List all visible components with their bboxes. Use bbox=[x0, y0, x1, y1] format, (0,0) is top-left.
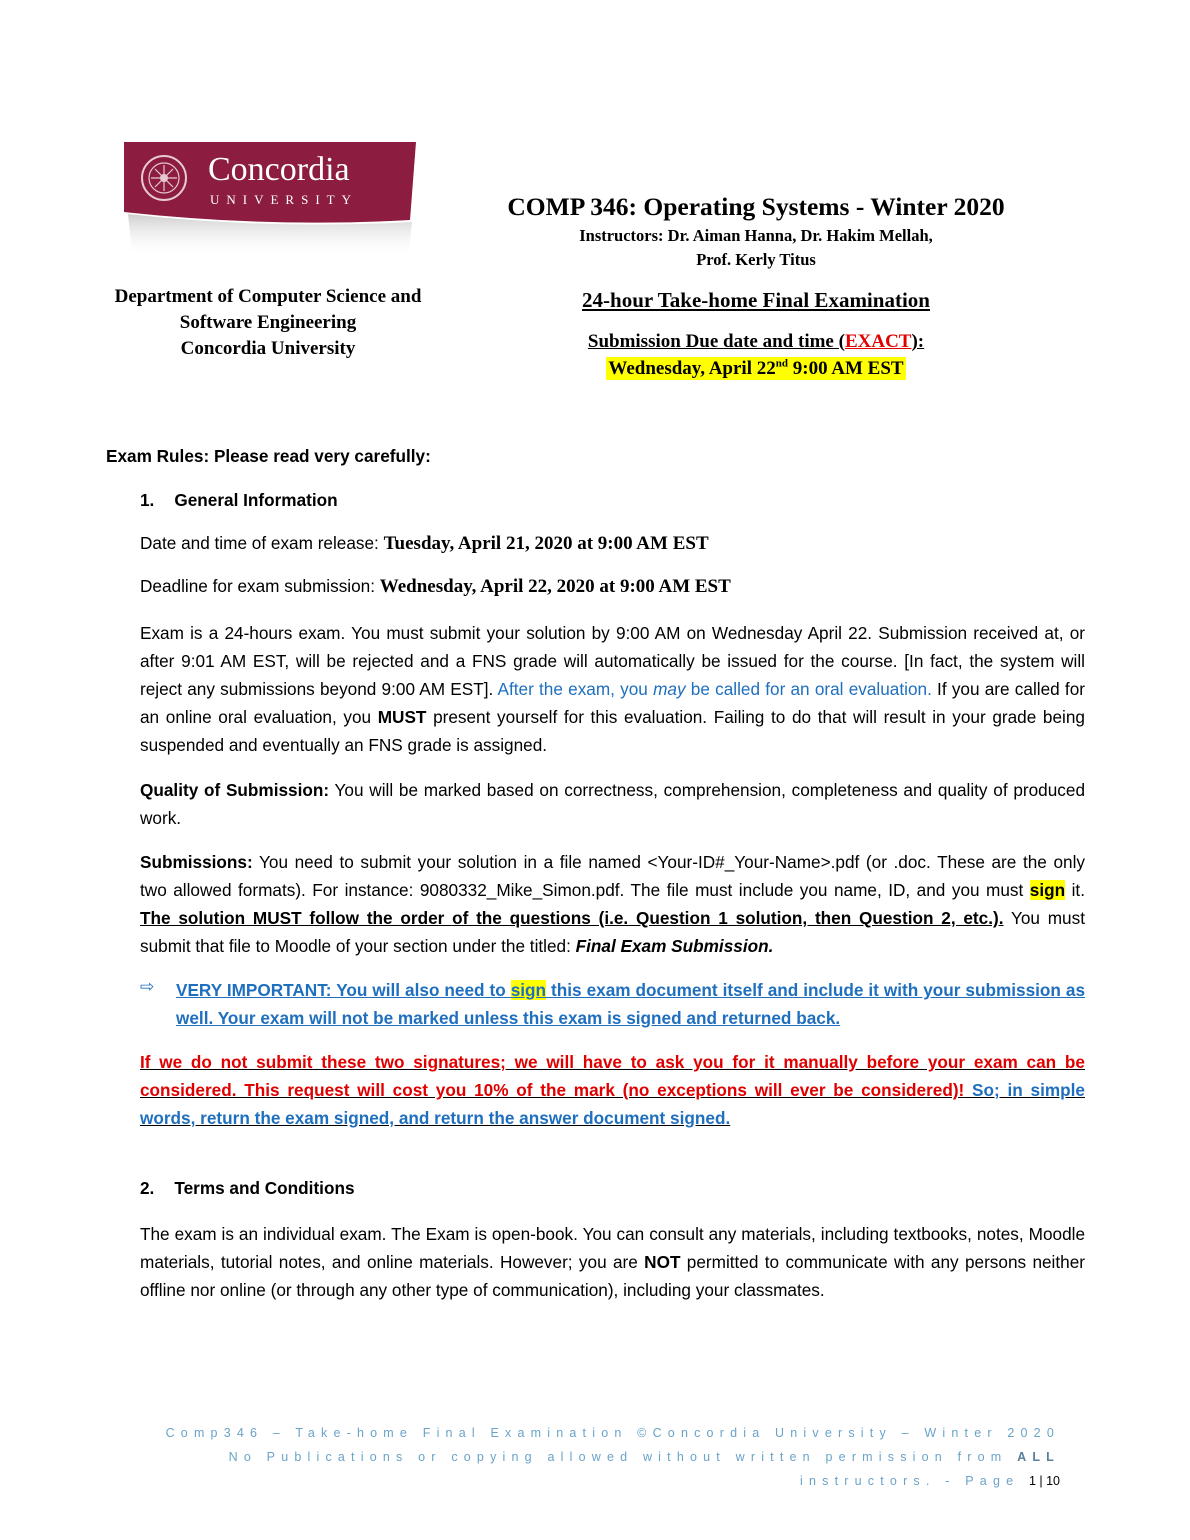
signature-warning-red: If we do not submit these two signatures; we will have to ask you for it manually before your exam can be considered. This request will cost you 10% of the mark (no exceptions will ever be considered)! bbox=[140, 1052, 1085, 1100]
due-prefix: Submission Due date and time ( bbox=[587, 331, 845, 352]
p1-must: MUST bbox=[377, 707, 427, 727]
p1-blue-may: may bbox=[653, 679, 686, 699]
terms-paragraph bbox=[140, 1220, 1085, 1304]
department-line-3: Concordia University bbox=[180, 338, 356, 359]
submissions-order-rule: The solution MUST follow the order of the questions (i.e. Question 1 solution, then Question 2, etc.). bbox=[140, 908, 1004, 928]
signature-warning-blue: So; in simple words, return the exam signed, and return the answer document signed. bbox=[140, 1080, 1085, 1128]
page-number bbox=[1029, 1474, 1060, 1488]
section-2-number: 2. bbox=[140, 1178, 155, 1198]
section-2-heading bbox=[140, 1178, 355, 1199]
due-suffix: ): bbox=[911, 331, 925, 352]
submissions-text-a: You need to submit your solution in a file named <Your-ID#_Your-Name>.pdf (or .doc. These are the only two allowed formats). For instance: 9080332_Mike_Simon.pdf. The file must include you name, ID, and you must bbox=[140, 852, 1085, 900]
p1-text-b: If you are called for an online oral evaluation, you bbox=[140, 679, 1085, 727]
instructors-line-2: Prof. Kerly Titus bbox=[696, 250, 816, 269]
release-value: Tuesday, April 21, 2020 at 9:00 AM EST bbox=[383, 533, 709, 554]
terms-not: NOT bbox=[644, 1252, 681, 1272]
department-line-2: Software Engineering bbox=[179, 312, 357, 333]
quality-text: You will be marked based on correctness, comprehension, completeness and quality of produced work. bbox=[140, 780, 1086, 828]
section-1-heading bbox=[140, 490, 338, 511]
arrow-icon: ⇨ bbox=[140, 976, 155, 996]
department-block bbox=[80, 284, 456, 362]
p1-blue-a: After the exam, you bbox=[497, 679, 654, 699]
due-date-sup: nd bbox=[775, 358, 788, 370]
due-line bbox=[470, 331, 1042, 353]
exam-title: 24-hour Take-home Final Examination bbox=[582, 288, 930, 312]
due-date-highlight bbox=[606, 357, 905, 380]
very-important-text-b: this exam document itself and include it with your submission as well. Your exam will not be marked unless this exam is signed and returned back. bbox=[176, 980, 1086, 1028]
exam-duration-paragraph bbox=[140, 619, 1085, 759]
logo-sub: UNIVERSITY bbox=[210, 192, 358, 207]
page-separator: | bbox=[1035, 1474, 1047, 1488]
oral-eval-notice bbox=[498, 679, 932, 699]
department-line-1: Department of Computer Science and bbox=[114, 286, 422, 307]
submissions-label: Submissions: bbox=[140, 852, 253, 872]
rules-heading: Exam Rules: Please read very carefully: bbox=[106, 446, 431, 466]
logo-name: Concordia bbox=[208, 151, 350, 188]
footer-line-1: Comp346 – Take-home Final Examination ©Concordia University – Winter 2020 bbox=[165, 1426, 1060, 1440]
quality-paragraph bbox=[140, 776, 1085, 832]
course-title: COMP 346: Operating Systems - Winter 2020 bbox=[507, 192, 1005, 221]
very-important-sign: sign bbox=[510, 980, 547, 1000]
release-label: Date and time of exam release: bbox=[140, 533, 384, 553]
footer-all: ALL bbox=[1017, 1450, 1060, 1464]
very-important-text-a: You will also need to bbox=[331, 980, 511, 1000]
footer-line-2 bbox=[229, 1450, 1060, 1464]
deadline-label: Deadline for exam submission: bbox=[140, 576, 380, 596]
section-1-title: General Information bbox=[174, 490, 338, 510]
release-line bbox=[140, 533, 709, 555]
terms-text-a: The exam is an individual exam. The Exam is open-book. You can consult any materials, including textbooks, notes, Moodle materials, tutorial notes, and online materials. However; you are bbox=[140, 1224, 1085, 1272]
submissions-paragraph bbox=[140, 848, 1085, 960]
very-important-paragraph bbox=[176, 976, 1085, 1032]
deadline-line bbox=[140, 576, 731, 598]
due-date-a: Wednesday, April 22 bbox=[608, 358, 776, 380]
footer-line-2-text: No Publications or copying allowed without written permission from bbox=[228, 1450, 1018, 1464]
very-important-label: VERY IMPORTANT: bbox=[176, 980, 332, 1000]
p1-text-c: present yourself for this evaluation. Failing to do that will result in your grade being suspended and eventually an FNS grade is assigned. bbox=[140, 707, 1085, 755]
page-total: 10 bbox=[1046, 1474, 1060, 1488]
section-1-number: 1. bbox=[140, 490, 155, 510]
instructors-line-1: Instructors: Dr. Aiman Hanna, Dr. Hakim Mellah, bbox=[579, 226, 933, 245]
signature-warning-paragraph bbox=[140, 1048, 1085, 1132]
submissions-text-b: it. bbox=[1065, 880, 1085, 900]
footer-line-3 bbox=[800, 1474, 1060, 1488]
p1-text-a: Exam is a 24-hours exam. You must submit your solution by 9:00 AM on Wednesday April 22. Submission received at, or after 9:01 AM EST, will be rejected and a FNS grade will automatically be issued for the course. [In fact, the system will reject any submissions beyond 9:00 AM EST]. bbox=[140, 623, 1085, 699]
footer-page-label: instructors. - Page bbox=[800, 1474, 1029, 1488]
submissions-text-c: You must submit that file to Moodle of your section under the titled: bbox=[140, 908, 1085, 956]
due-date-line bbox=[470, 358, 1042, 380]
page-current: 1 bbox=[1028, 1474, 1036, 1488]
due-exact: EXACT bbox=[844, 331, 912, 352]
due-date-b: 9:00 AM EST bbox=[788, 358, 904, 380]
concordia-logo bbox=[122, 140, 418, 260]
concordia-logo-graphic bbox=[122, 140, 418, 260]
p1-blue-b: be called for an oral evaluation. bbox=[685, 679, 932, 699]
terms-text-b: permitted to communicate with any persons neither offline nor online (or through any other type of communication), including your classmates. bbox=[140, 1252, 1085, 1300]
section-2-title: Terms and Conditions bbox=[174, 1178, 355, 1198]
submissions-title: Final Exam Submission. bbox=[575, 936, 774, 956]
submissions-sign: sign bbox=[1029, 880, 1066, 900]
deadline-value: Wednesday, April 22, 2020 at 9:00 AM EST bbox=[379, 576, 731, 597]
quality-label: Quality of Submission: bbox=[140, 780, 330, 800]
